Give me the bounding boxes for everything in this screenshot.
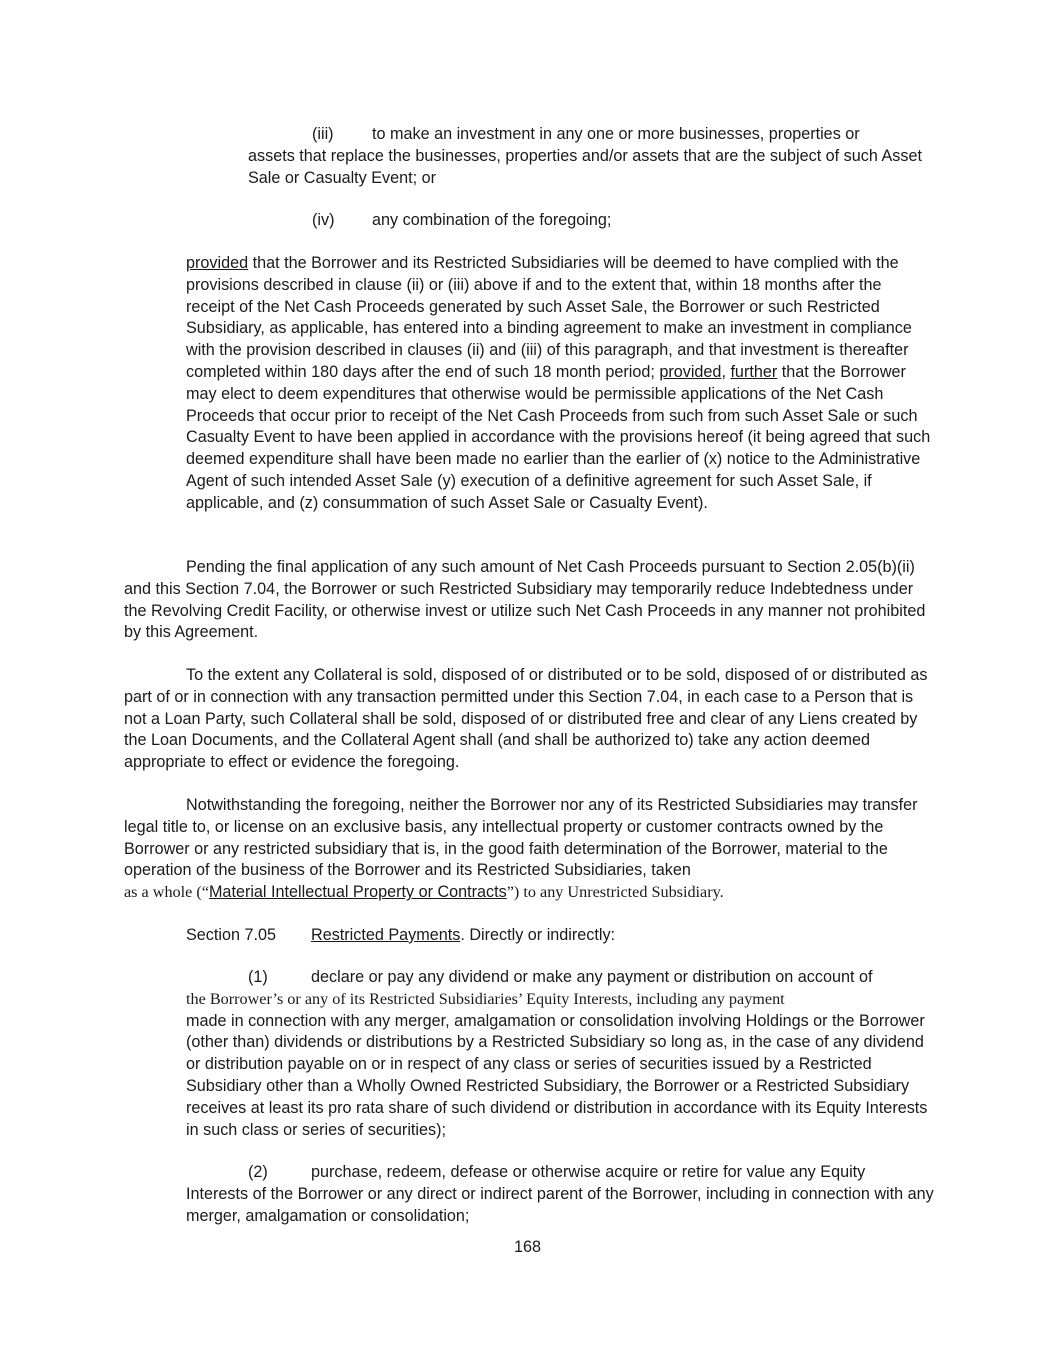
notwithstanding-text: Notwithstanding the foregoing, neither the Borrower nor any of its Restricted Subsidiaries may transfer legal title to, or license on an exclusive basis, any intellectual property or customer contracts owned by the Borrower or any restricted subsidiary that is, in the good faith determination of the Borrower, material to the operation of the business of the Borrower and its Restricted Subsidiaries, taken [124,796,918,880]
notwithstanding-suffix: ”) to any Unrestricted Subsidiary. [506,883,724,902]
item-1 [186,967,934,1141]
page-number: 168 [513,1238,541,1256]
clause-iii-label: (iii) [312,125,334,143]
section-title: Restricted Payments [311,926,461,944]
proviso-text-1: that the Borrower and its Restricted Subsidiaries will be deemed to have complied with the provisions described in clause (ii) or (iii) above if and to the extent that, within 18 months after the receipt of the Net Cash Proceeds generated by such Asset Sale, the Borrower or such Restricted Subsidiary, as applicable, has entered into a binding agreement to make an investment in compliance with the provision described in clauses (ii) and (iii) of this paragraph, and that investment is thereafter completed within 180 days after the end of such 18 month period; [186,254,912,381]
proviso-separator: , [721,362,731,381]
proviso-paragraph [186,253,934,515]
notwithstanding-prefix: as a whole (“ [124,883,209,902]
section-number: Section 7.05 [186,926,276,944]
provided-term: provided [186,254,249,272]
clause-iii-first-line: to make an investment in any one or more businesses, properties or [372,125,860,143]
provided-term-2: provided [659,362,722,381]
item-2 [186,1162,934,1227]
clause-iv-text: any combination of the foregoing; [372,211,612,229]
item-1-label: (1) [248,968,268,986]
section-7-05-heading [186,925,886,947]
clause-iii-text: assets that replace the businesses, properties and/or assets that are the subject of such Asset Sale or Casualty Event; or [248,146,922,187]
clause-iii [248,124,938,189]
clause-iv-label: (iv) [312,211,335,229]
collateral-paragraph: To the extent any Collateral is sold, disposed of or distributed or to be sold, disposed of or distributed as part of or in connection with any transaction permitted under this Section 7.04, in each case to a Person that is not a Loan Party, such Collateral shall be sold, disposed of or distributed free and clear of any Liens created by the Loan Documents, and the Collateral Agent shall (and shall be authorized to) take any action deemed appropriate to effect or evidence the foregoing. [124,666,928,772]
item-2-first-line: purchase, redeem, defease or otherwise acquire or retire for value any Equity [311,1163,866,1181]
clause-iv [312,210,912,232]
item-1-first-line: declare or pay any dividend or make any payment or distribution on account of [311,968,873,986]
section-lead: . Directly or indirectly: [460,926,616,944]
item-2-text: Interests of the Borrower or any direct or indirect parent of the Borrower, including in connection with any merger, amalgamation or consolidation; [186,1184,934,1225]
item-2-label: (2) [248,1163,268,1181]
proviso-text-2: that the Borrower may elect to deem expenditures that otherwise would be permissible applications of the Net Cash Proceeds that occur prior to receipt of the Net Cash Proceeds from such from such Asset Sale or such Casualty Event to have been applied in accordance with the provisions hereof (it being agreed that such deemed expenditure shall have been made no earlier than the earlier of (x) notice to the Administrative Agent of such intended Asset Sale (y) execution of a definitive agreement for such Asset Sale, if applicable, and (z) consummation of such Asset Sale or Casualty Event). [186,362,931,512]
further-term: further [730,362,778,381]
notwithstanding-paragraph [124,795,934,904]
item-1-text: made in connection with any merger, amalgamation or consolidation involving Holdings or the Borrower (other than) dividends or distributions by a Restricted Subsidiary so long as, in the case of any dividend or distribution payable on or in respect of any class or series of securities issued by a Restricted Subsidiary other than a Wholly Owned Restricted Subsidiary, the Borrower or a Restricted Subsidiary receives at least its pro rata share of such dividend or distribution in accordance with its Equity Interests in such class or series of securities); [186,1011,928,1139]
item-1-second-line: the Borrower’s or any of its Restricted Subsidiaries’ Equity Interests, including any payment [186,989,785,1008]
material-ip-defined-term: Material Intellectual Property or Contracts [208,883,507,902]
pending-paragraph: Pending the final application of any such amount of Net Cash Proceeds pursuant to Section 2.05(b)(ii) and this Section 7.04, the Borrower or such Restricted Subsidiary may temporarily reduce Indebtedness under the Revolving Credit Facility, or otherwise invest or utilize such Net Cash Proceeds in any manner not prohibited by this Agreement. [124,558,926,642]
